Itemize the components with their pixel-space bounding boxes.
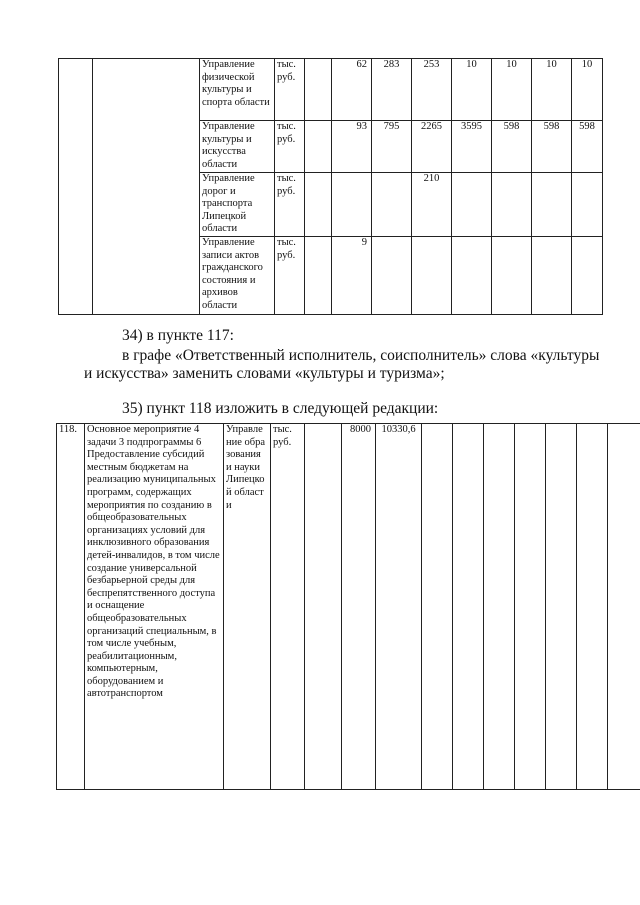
paragraph-34-line-2: и искусства» заменить словами «культуры и туризма»;	[84, 365, 445, 382]
value-cell	[492, 173, 532, 237]
value-cell: 9	[332, 236, 372, 314]
value-cell: 10	[532, 59, 572, 121]
value-cell	[546, 424, 577, 790]
unit-cell: тыс. руб.	[275, 173, 305, 237]
budget-table-item-118	[56, 423, 640, 790]
value-cell	[532, 173, 572, 237]
number-cell	[59, 59, 93, 315]
value-cell	[305, 173, 332, 237]
value-cell: 795	[372, 121, 412, 173]
value-cell	[372, 173, 412, 237]
value-cell	[412, 236, 452, 314]
value-cell: 10330,6	[376, 424, 422, 790]
executor-cell: Управление культуры и искусства области	[200, 121, 275, 173]
value-cell	[608, 424, 640, 790]
value-cell	[572, 236, 603, 314]
value-cell	[532, 236, 572, 314]
value-cell	[572, 173, 603, 237]
value-cell	[577, 424, 608, 790]
description-cell: Основное мероприятие 4 задачи 3 подпрограммы 6 Предоставление субсидий местным бюджетам на реализацию муниципальных программ, содержащих мероприятия по созданию в общеобразовательных организациях условий для инклюзивного образования детей-инвалидов, в том числе создание универсальной безбарьерной среды для беспрепятственного доступа и оснащение общеобразовательных организаций специальным, в том числе учебным, реабилитационным, компьютерным, оборудованием и автотранспортом	[85, 424, 224, 790]
value-cell: 283	[372, 59, 412, 121]
row-number-cell: 118.	[57, 424, 85, 790]
paragraph-34-line-1: в графе «Ответственный исполнитель, соисполнитель» слова «культуры	[122, 347, 600, 364]
value-cell	[515, 424, 546, 790]
value-cell: 210	[412, 173, 452, 237]
value-cell: 3595	[452, 121, 492, 173]
value-cell	[305, 59, 332, 121]
value-cell	[305, 424, 342, 790]
value-cell: 93	[332, 121, 372, 173]
value-cell: 62	[332, 59, 372, 121]
paragraph-35-title: 35) пункт 118 изложить в следующей редакции:	[122, 400, 439, 417]
executor-cell: Управление записи актов гражданского состояния и архивов области	[200, 236, 275, 314]
paragraph-34-title: 34) в пункте 117:	[122, 327, 234, 344]
value-cell	[492, 236, 532, 314]
table-row	[59, 59, 603, 121]
unit-cell: тыс. руб.	[275, 59, 305, 121]
value-cell	[422, 424, 453, 790]
budget-table-continuation	[58, 58, 603, 315]
value-cell: 10	[492, 59, 532, 121]
value-cell: 8000	[342, 424, 376, 790]
table-row	[57, 424, 640, 790]
unit-cell: тыс. руб.	[275, 121, 305, 173]
value-cell: 2265	[412, 121, 452, 173]
description-cell	[93, 59, 200, 315]
unit-cell: тыс. руб.	[275, 236, 305, 314]
executor-cell: Управление образования и науки Липецкой области	[224, 424, 271, 790]
value-cell: 10	[452, 59, 492, 121]
executor-cell: Управление дорог и транспорта Липецкой области	[200, 173, 275, 237]
value-cell	[484, 424, 515, 790]
value-cell	[305, 236, 332, 314]
value-cell	[453, 424, 484, 790]
value-cell: 598	[532, 121, 572, 173]
value-cell: 598	[572, 121, 603, 173]
value-cell: 10	[572, 59, 603, 121]
value-cell	[452, 173, 492, 237]
value-cell	[452, 236, 492, 314]
unit-cell: тыс. руб.	[271, 424, 305, 790]
value-cell	[305, 121, 332, 173]
value-cell: 598	[492, 121, 532, 173]
value-cell	[372, 236, 412, 314]
value-cell: 253	[412, 59, 452, 121]
executor-cell: Управление физической культуры и спорта области	[200, 59, 275, 121]
value-cell	[332, 173, 372, 237]
